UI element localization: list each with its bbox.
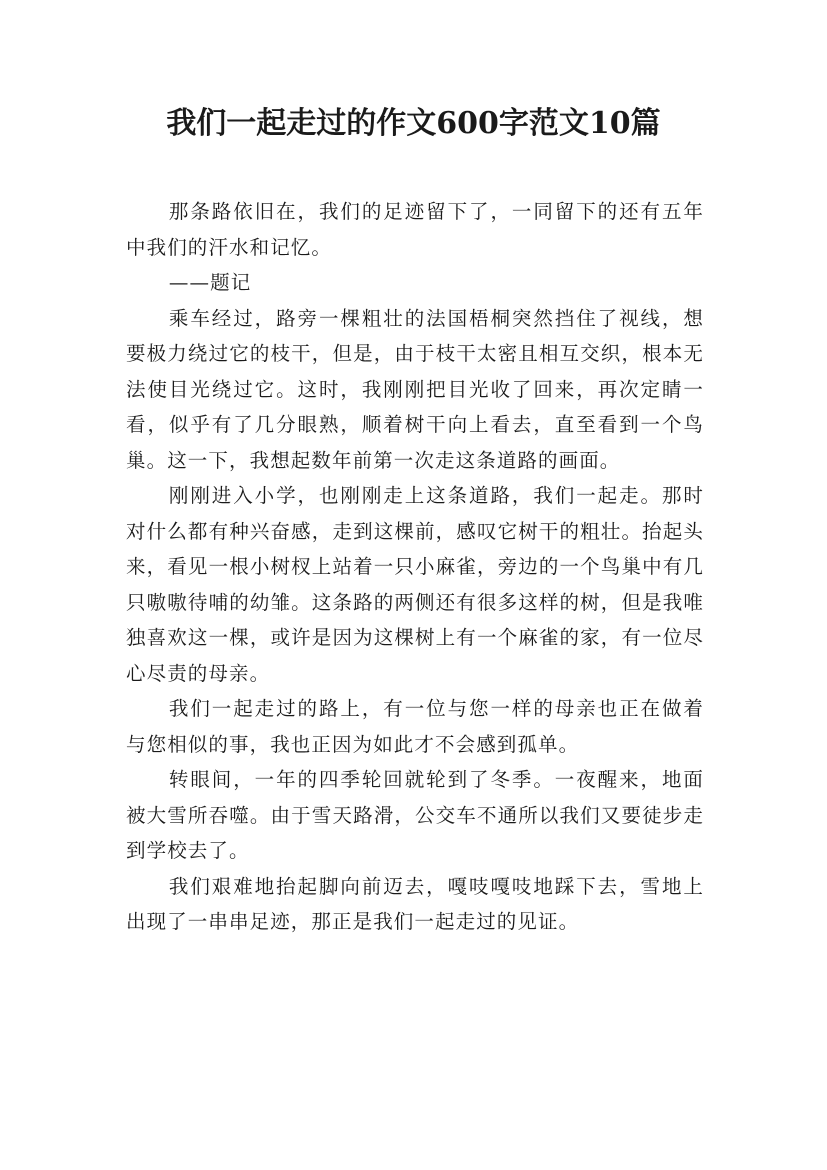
paragraph: 我们艰难地抬起脚向前迈去，嘎吱嘎吱地踩下去，雪地上出现了一串串足迹，那正是我们一起走过的见证。 — [126, 874, 704, 933]
paragraph: 转眼间，一年的四季轮回就轮到了冬季。一夜醒来，地面被大雪所吞噬。由于雪天路滑，公交车不通所以我们又要徒步走到学校去了。 — [126, 768, 704, 862]
paragraph-epigraph-attribution: ——题记 — [168, 271, 252, 294]
paragraph-epigraph: 那条路依旧在，我们的足迹留下了，一同留下的还有五年中我们的汗水和记忆。 — [126, 200, 704, 259]
document-body — [126, 194, 704, 940]
document-title: 我们一起走过的作文600字范文10篇 — [166, 106, 661, 141]
paragraph: 刚刚进入小学，也刚刚走上这条道路，我们一起走。那时对什么都有种兴奋感，走到这棵前，感叹它树干的粗壮。抬起头来，看见一根小树杈上站着一只小麻雀，旁边的一个鸟巢中有几只嗷嗷待哺的幼雏。这条路的两侧还有很多这样的树，但是我唯独喜欢这一棵，或许是因为这棵树上有一个麻雀的家，有一位尽心尽责的母亲。 — [126, 484, 704, 685]
paragraph: 我们一起走过的路上，有一位与您一样的母亲也正在做着与您相似的事，我也正因为如此才不会感到孤单。 — [126, 697, 704, 756]
paragraph: 乘车经过，路旁一棵粗壮的法国梧桐突然挡住了视线，想要极力绕过它的枝干，但是，由于枝干太密且相互交织，根本无法使目光绕过它。这时，我刚刚把目光收了回来，再次定睛一看，似乎有了几分眼熟，顺着树干向上看去，直至看到一个鸟巢。这一下，我想起数年前第一次走这条道路的画面。 — [126, 306, 704, 472]
